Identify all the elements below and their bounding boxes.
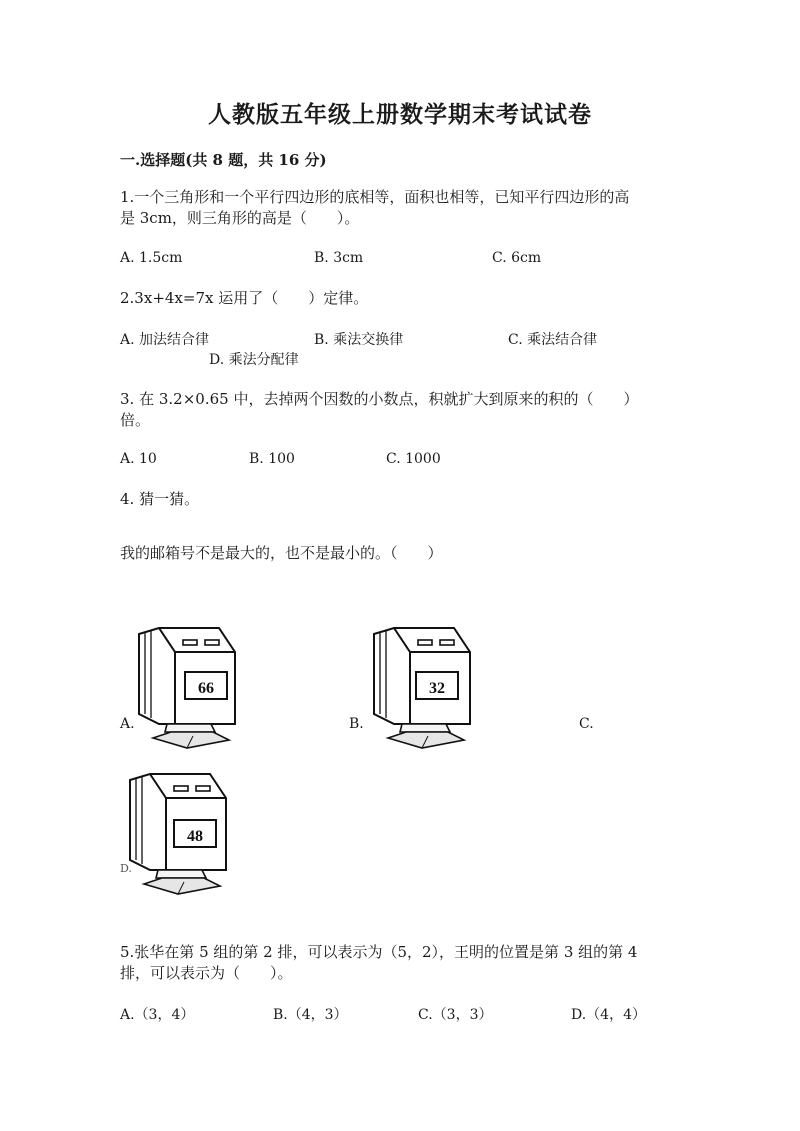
question-1-text-line2: 是 3cm，则三角形的高是（ ）。	[120, 209, 360, 227]
question-3-text-line2: 倍。	[120, 411, 151, 429]
question-4-option-b[interactable]: B.	[349, 716, 364, 732]
question-4-text-line2: 我的邮箱号不是最大的，也不是最小的。（ ）	[120, 544, 443, 562]
mailbox-b-number: 32	[429, 680, 445, 697]
question-5-option-c[interactable]: C.（3，3）	[418, 1007, 493, 1023]
question-2-option-c[interactable]: C. 乘法结合律	[508, 332, 598, 348]
question-1-option-b[interactable]: B. 3cm	[314, 250, 364, 266]
mailbox-d-number: 48	[187, 828, 203, 845]
question-5-option-b[interactable]: B.（4，3）	[273, 1007, 348, 1023]
mailbox-a-illustration[interactable]	[131, 628, 249, 750]
question-4-option-d[interactable]: D.	[120, 862, 132, 875]
question-3-option-a[interactable]: A. 10	[120, 451, 157, 467]
question-3-option-c[interactable]: C. 1000	[386, 451, 441, 467]
question-2-option-a[interactable]: A. 加法结合律	[120, 332, 210, 348]
question-5-option-a[interactable]: A.（3，4）	[120, 1007, 195, 1023]
mailbox-b-illustration[interactable]	[366, 628, 484, 750]
question-2-text: 2.3x+4x=7x 运用了（ ）定律。	[120, 289, 369, 307]
question-4-text-line1: 4. 猜一猜。	[120, 490, 200, 508]
page-title: 人教版五年级上册数学期末考试试卷	[208, 101, 592, 128]
section-heading: 一.选择题(共 8 题，共 16 分)	[120, 151, 327, 169]
question-2-option-d[interactable]: D. 乘法分配律	[209, 352, 299, 368]
question-5-text-line2: 排，可以表示为（ ）。	[120, 964, 293, 982]
mailbox-d-illustration[interactable]	[122, 774, 240, 896]
question-5-option-d[interactable]: D.（4，4）	[571, 1007, 646, 1023]
question-5-text-line1: 5.张华在第 5 组的第 2 排，可以表示为（5，2），王明的位置是第 3 组的第 4	[120, 943, 638, 961]
question-1-option-a[interactable]: A. 1.5cm	[120, 250, 183, 266]
mailbox-a-number: 66	[198, 680, 214, 697]
question-3-option-b[interactable]: B. 100	[249, 451, 295, 467]
question-4-option-a[interactable]: A.	[120, 716, 135, 732]
question-2-option-b[interactable]: B. 乘法交换律	[314, 332, 404, 348]
question-4-option-c[interactable]: C.	[579, 716, 594, 732]
question-1-option-c[interactable]: C. 6cm	[492, 250, 542, 266]
question-1-text-line1: 1.一个三角形和一个平行四边形的底相等，面积也相等，已知平行四边形的高	[120, 188, 630, 206]
question-3-text-line1: 3. 在 3.2×0.65 中，去掉两个因数的小数点，积就扩大到原来的积的（ ）	[120, 390, 639, 408]
